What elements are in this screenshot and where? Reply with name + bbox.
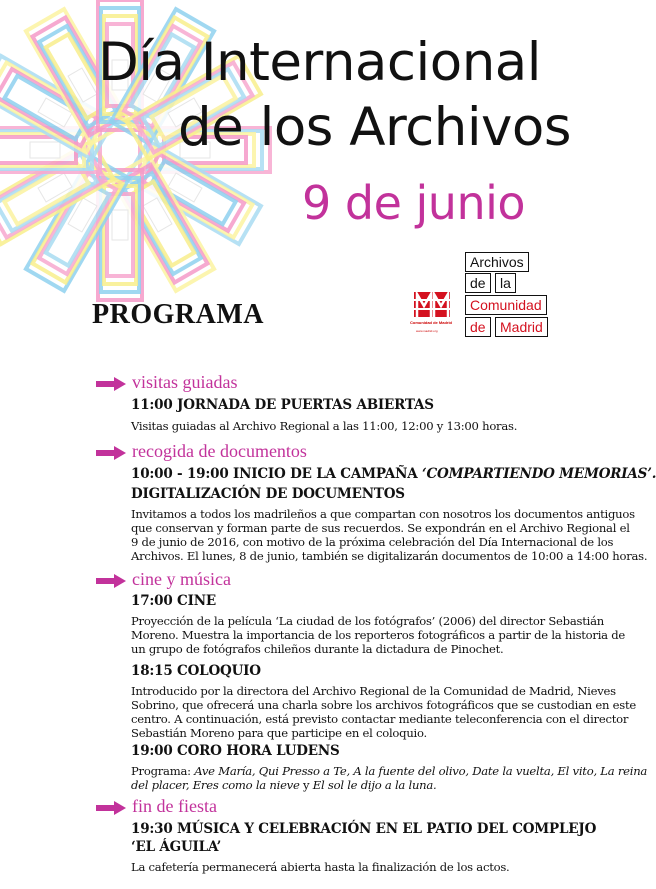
event-heading: 19:30 MÚSICA Y CELEBRACIÓN EN EL PATIO DEL COMPLEJO (131, 821, 597, 837)
event-heading-line-2: DIGITALIZACIÓN DE DOCUMENTOS (131, 486, 405, 502)
event-heading: 11:00 JORNADA DE PUERTAS ABIERTAS (131, 397, 434, 413)
logo-word-de-2: de (465, 317, 491, 337)
event-description: La cafetería permanecerá abierta hasta la finalización de los actos. (131, 860, 510, 874)
madrid-logo-url: www.madrid.org (416, 329, 438, 333)
event-heading: 10:00 - 19:00 INICIO DE LA CAMPAÑA ‘COMPARTIENDO MEMORIAS’. (131, 466, 656, 482)
event-description: Visitas guiadas al Archivo Regional a las 11:00, 12:00 y 13:00 horas. (131, 419, 518, 433)
logo-word-comunidad: Comunidad (465, 295, 547, 315)
logo-word-de: de (465, 273, 491, 293)
event-heading-line-2: ‘EL ÁGUILA’ (131, 839, 222, 855)
section-title: cine y música (132, 569, 231, 589)
event-heading: 18:15 COLOQUIO (131, 663, 261, 679)
event-description: Proyección de la película ‘La ciudad de los fotógrafos’ (2006) del director Sebastián Moreno. Muestra la importancia de los reporteros fotográficos a partir de la historia de un grupo de fotógrafos chileños durante la dictadura de Pinochet. (131, 614, 626, 656)
section-title: fin de fiesta (132, 796, 217, 816)
logo-word-archivos: Archivos (465, 252, 529, 272)
event-description: Introducido por la directora del Archivo Regional de la Comunidad de Madrid, Nieves Sobrino, que ofrecerá una charla sobre los archivos fotográficos que se custodian en este centro. A continuación, está previsto contactar mediante teleconferencia con el director Sebastián Moreno para que participe en el coloquio. (131, 684, 636, 740)
section-title: visitas guiadas (132, 372, 238, 392)
comunidad-madrid-logo (410, 292, 454, 340)
logo-word-madrid: Madrid (495, 317, 548, 337)
event-heading: 17:00 CINE (131, 593, 216, 609)
madrid-logo-caption: Comunidad de Madrid (410, 320, 452, 325)
event-description: Programa: Ave María, Qui Presso a Te, A la fuente del olivo, Date la vuelta, El vito, La reina del placer, Eres como la nieve y El sol le dijo a la luna. (131, 764, 648, 792)
logo-word-la: la (495, 273, 516, 293)
title-line-1: Día Internacional (98, 32, 541, 93)
event-description: Invitamos a todos los madrileños a que compartan con nosotros los documentos antiguos que conservan y forman parte de sus recuerdos. Se expondrán en el Archivo Regional el 9 de junio de 2016, con motivo de la próxima celebración del Día Internacional de los Archivos. El lunes, 8 de junio, también se digitalizarán documentos de 10:00 a 14:00 horas. (131, 507, 648, 563)
programa-heading: PROGRAMA (92, 299, 264, 330)
event-heading: 19:00 CORO HORA LUDENS (131, 743, 340, 759)
event-date: 9 de junio (302, 176, 526, 230)
arrow-right-icon (96, 801, 126, 815)
title-line-2: de los Archivos (178, 97, 571, 158)
arrow-right-icon (96, 574, 126, 588)
arrow-right-icon (96, 446, 126, 460)
section-title: recogida de documentos (132, 441, 307, 461)
arrow-right-icon (96, 377, 126, 391)
